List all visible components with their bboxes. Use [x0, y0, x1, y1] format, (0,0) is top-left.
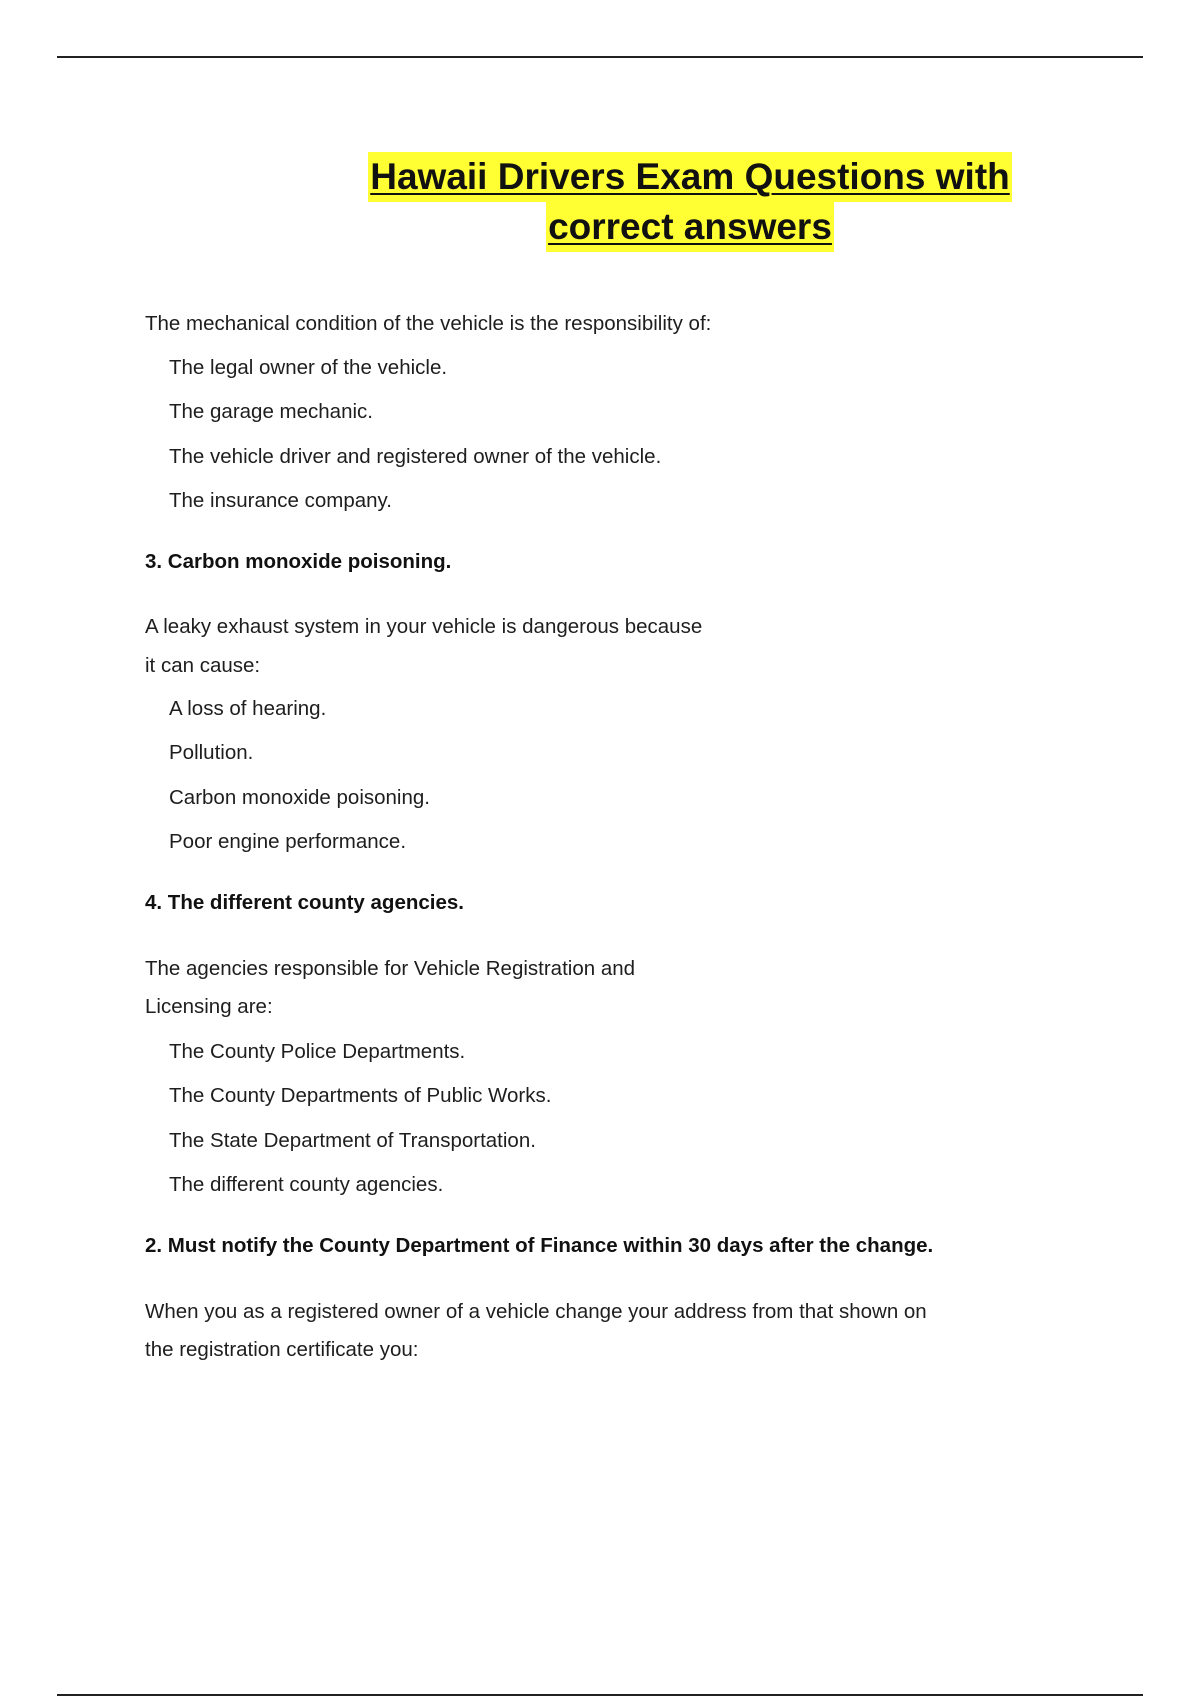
bottom-rule — [57, 1694, 1143, 1696]
answer-2: 4. The different county agencies. — [145, 891, 464, 914]
question-3-option-2: The County Departments of Public Works. — [169, 1084, 552, 1107]
question-3-text-line-1: The agencies responsible for Vehicle Registration and — [145, 957, 636, 980]
question-3-option-3: The State Department of Transportation. — [169, 1129, 536, 1152]
question-3-text-line-2: Licensing are: — [145, 995, 273, 1018]
question-1-option-2: The garage mechanic. — [169, 400, 373, 423]
question-1-text: The mechanical condition of the vehicle is the responsibility of: — [145, 312, 712, 335]
title-line-2: correct answers — [546, 202, 834, 252]
question-2-option-4: Poor engine performance. — [169, 830, 407, 853]
question-2-text-line-1: A leaky exhaust system in your vehicle is dangerous because — [145, 615, 703, 638]
question-1-option-4: The insurance company. — [169, 489, 392, 512]
question-4-text-line-2: the registration certificate you: — [145, 1338, 419, 1361]
title-line-1: Hawaii Drivers Exam Questions with — [368, 152, 1012, 202]
question-1-option-1: The legal owner of the vehicle. — [169, 356, 448, 379]
question-1-option-3: The vehicle driver and registered owner of the vehicle. — [169, 445, 662, 468]
question-2-option-3: Carbon monoxide poisoning. — [169, 786, 430, 809]
top-rule — [57, 56, 1143, 58]
question-3-option-4: The different county agencies. — [169, 1173, 444, 1196]
document-title — [340, 152, 1040, 252]
question-2-option-2: Pollution. — [169, 741, 254, 764]
question-2-text-line-2: it can cause: — [145, 654, 261, 677]
question-3-option-1: The County Police Departments. — [169, 1040, 466, 1063]
answer-3: 2. Must notify the County Department of Finance within 30 days after the change. — [145, 1234, 934, 1257]
question-2-option-1: A loss of hearing. — [169, 697, 327, 720]
answer-1: 3. Carbon monoxide poisoning. — [145, 550, 452, 573]
question-4-text-line-1: When you as a registered owner of a vehicle change your address from that shown on — [145, 1300, 927, 1323]
